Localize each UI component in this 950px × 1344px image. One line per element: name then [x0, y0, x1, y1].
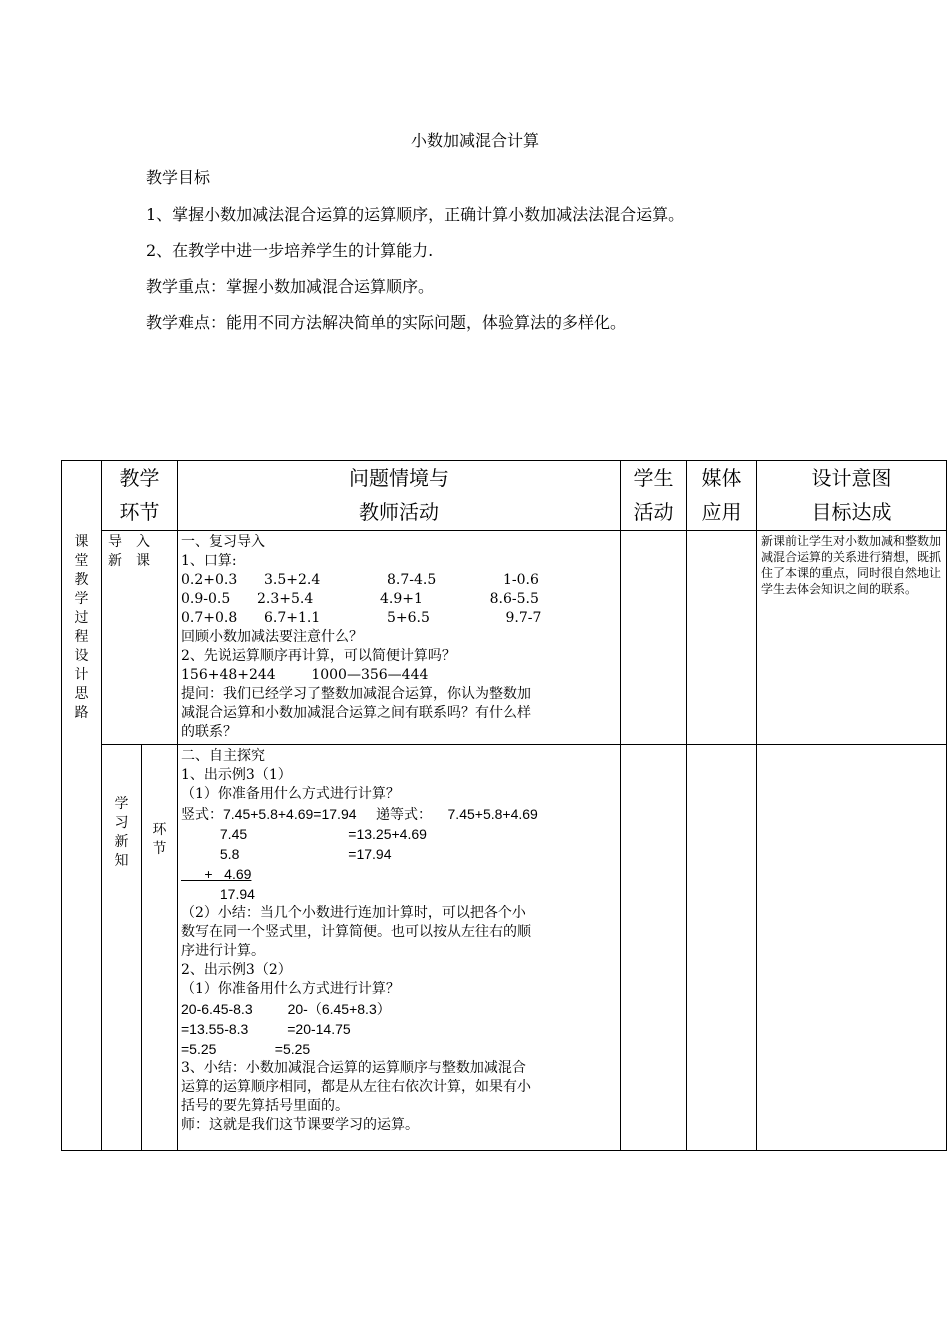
content-line: 一、复习导入	[181, 534, 265, 550]
content-line: 提问：我们已经学习了整数加减混合运算，你认为整数加	[181, 686, 531, 702]
side-label-char: 课	[74, 534, 89, 550]
document-title: 小数加减混合计算	[410, 131, 539, 150]
stage-step: 环 节	[142, 745, 178, 1151]
calc-line: 竖式：7.45+5.8+4.69=17.94 递等式： 7.45+5.8+4.69	[181, 806, 538, 822]
content-line: （1）你准备用什么方式进行计算？	[181, 786, 400, 802]
calc-line: 5.8 =17.94	[181, 846, 392, 862]
side-label-char: 计	[74, 667, 89, 683]
header-teacher: 问题情境与 教师活动	[178, 461, 621, 531]
header-media: 媒体 应用	[687, 461, 757, 531]
media-2	[687, 745, 757, 1151]
content-line: 减混合运算和小数加减混合运算之间有联系吗？有什么样	[181, 705, 531, 721]
stage-learn: 学 习 新 知	[102, 745, 142, 1151]
side-label-char: 教	[74, 572, 89, 588]
goal-1: 1、掌握小数加减法混合运算的运算顺序，正确计算小数加减法法混合运算。	[146, 205, 685, 224]
goals-heading: 教学目标	[146, 168, 211, 187]
difficulty: 教学难点：能用不同方法解决简单的实际问题，体验算法的多样化。	[146, 313, 627, 332]
side-label-char: 程	[74, 629, 89, 645]
content-line: 0.9-0.5 2.3+5.4 4.9+1 8.6-5.5	[181, 591, 539, 607]
content-line: 156+48+244 1000—356—444	[181, 667, 429, 683]
student-activity-2	[621, 745, 687, 1151]
student-activity-1	[621, 531, 687, 745]
content-line: 2、出示例3（2）	[181, 962, 292, 978]
calc-result: 17.94	[181, 886, 255, 902]
content-intro	[178, 531, 621, 745]
goal-2: 2、在教学中进一步培养学生的计算能力.	[146, 241, 434, 260]
key-point: 教学重点：掌握小数加减混合运算顺序。	[146, 277, 435, 296]
content-line: 数写在同一个竖式里，计算简便。也可以按从左往右的顺	[181, 924, 531, 940]
header-stage: 教学 环节	[102, 461, 178, 531]
header-student: 学生 活动	[621, 461, 687, 531]
calc-line: 20-6.45-8.3 20-（6.45+8.3）	[181, 1001, 391, 1017]
content-line: 回顾小数加减法要注意什么？	[181, 629, 363, 645]
side-label-char: 路	[74, 705, 89, 721]
media-1	[687, 531, 757, 745]
content-line: 二、自主探究	[181, 748, 265, 764]
content-line: 运算的运算顺序相同，都是从左往右依次计算，如果有小	[181, 1079, 531, 1095]
side-label-char: 学	[74, 591, 89, 607]
intent-2	[757, 745, 947, 1151]
intent-1: 新课前让学生对小数加减和整数加减混合运算的关系进行猜想，既抓住了本课的重点，同时很自然地让学生去体会知识之间的联系。	[757, 531, 947, 745]
calc-line-underlined: + 4.69	[181, 866, 252, 882]
side-label-char: 思	[74, 686, 89, 702]
content-line: 0.2+0.3 3.5+2.4 8.7-4.5 1-0.6	[181, 572, 539, 588]
header-intent: 设计意图 目标达成	[757, 461, 947, 531]
stage-intro: 导 入 新 课	[102, 531, 178, 745]
calc-line: =13.55-8.3 =20-14.75	[181, 1021, 351, 1037]
side-label	[62, 461, 102, 1151]
content-line: 0.7+0.8 6.7+1.1 5+6.5 9.7-7	[181, 610, 542, 626]
content-explore	[178, 745, 621, 1151]
content-line: 1、出示例3（1）	[181, 767, 292, 783]
content-line: 括号的要先算括号里面的。	[181, 1098, 349, 1114]
lesson-plan-table	[61, 460, 947, 1151]
content-line: 2、先说运算顺序再计算，可以简便计算吗？	[181, 648, 456, 664]
content-line: 3、小结：小数加减混合运算的运算顺序与整数加减混合	[181, 1060, 526, 1076]
content-line: 的联系？	[181, 724, 237, 740]
content-line: 师：这就是我们这节课要学习的运算。	[181, 1117, 419, 1133]
calc-line: 7.45 =13.25+4.69	[181, 826, 427, 842]
content-line: （2）小结：当几个小数进行连加计算时，可以把各个小	[181, 905, 526, 921]
content-line: 序进行计算。	[181, 943, 265, 959]
side-label-char: 设	[74, 648, 89, 664]
side-label-char: 堂	[74, 553, 89, 569]
content-line: 1、口算:	[181, 553, 237, 569]
side-label-char: 过	[74, 610, 89, 626]
content-line: （1）你准备用什么方式进行计算？	[181, 981, 400, 997]
calc-line: =5.25 =5.25	[181, 1041, 311, 1057]
